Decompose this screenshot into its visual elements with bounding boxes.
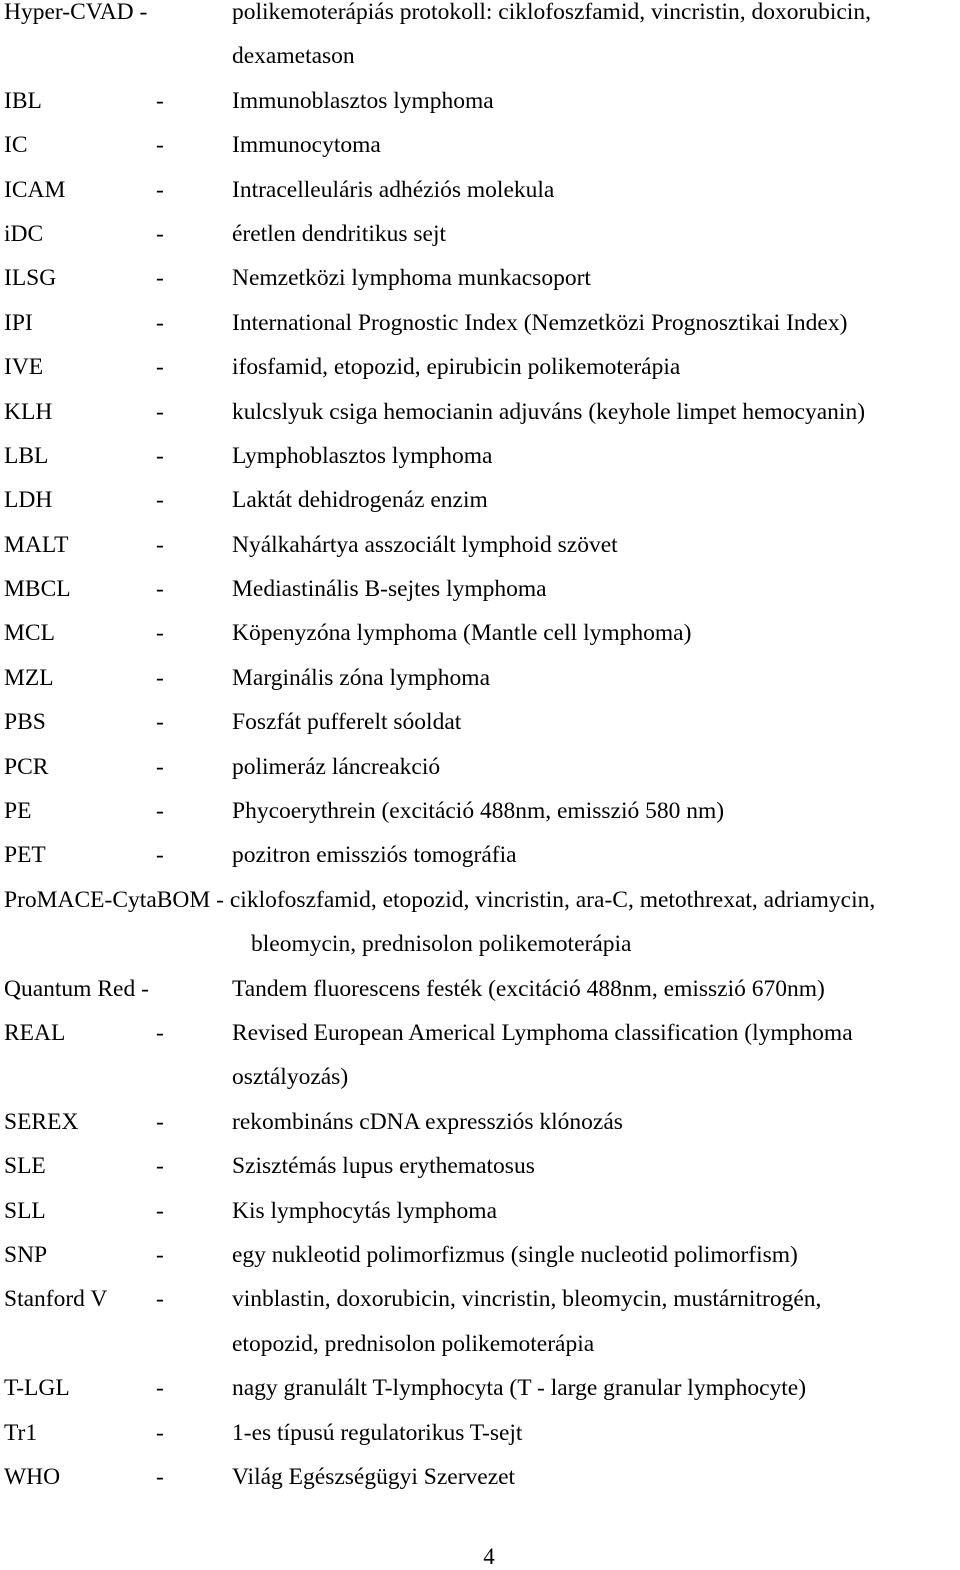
abbreviation-row [4,799,960,843]
abbreviation-definition: Laktát dehidrogenáz enzim [232,487,488,514]
abbreviation-definition: éretlen dendritikus sejt [232,220,447,247]
abbreviation-row [4,266,960,310]
abbreviation-list [4,0,960,1509]
abbreviation-definition: Revised European Americal Lymphoma classification (lymphoma [232,1019,853,1046]
abbreviation-row [4,621,960,665]
abbreviation-term: MBCL [4,576,71,603]
abbreviation-term: IPI [4,309,33,336]
abbreviation-definition: Intracelleuláris adhéziós molekula [232,176,555,203]
abbreviation-definition: Köpenyzóna lymphoma (Mantle cell lymphoma) [232,620,692,647]
abbreviation-term: WHO [4,1463,61,1490]
abbreviation-dash: - [156,753,164,780]
abbreviation-row [4,0,960,44]
abbreviation-definition: Mediastinális B-sejtes lymphoma [232,576,547,603]
abbreviation-row [4,1110,960,1154]
abbreviation-row [4,1376,960,1420]
abbreviation-dash: - [156,798,164,825]
abbreviation-dash: - [156,132,164,159]
abbreviation-row [4,355,960,399]
abbreviation-definition: nagy granulált T-lymphocyta (T - large granular lymphocyte) [232,1375,807,1402]
abbreviation-definition: kulcslyuk csiga hemocianin adjuváns (keyhole limpet hemocyanin) [232,398,866,425]
abbreviation-term: PET [4,842,46,869]
abbreviation-row [4,1332,960,1376]
abbreviation-definition: rekombináns cDNA expressziós klónozás [232,1108,623,1135]
abbreviation-row [4,533,960,577]
abbreviation-row [4,400,960,444]
abbreviation-dash: - [156,265,164,292]
abbreviation-term: Tr1 [4,1419,38,1446]
abbreviation-dash: - [156,309,164,336]
abbreviation-definition: Lymphoblasztos lymphoma [232,442,493,469]
abbreviation-row [4,1199,960,1243]
abbreviation-dash: - [156,220,164,247]
abbreviation-row [4,444,960,488]
abbreviation-definition: polimeráz láncreakció [232,753,441,780]
abbreviation-dash: - [156,398,164,425]
abbreviation-term: T-LGL [4,1375,70,1402]
abbreviation-dash: - [156,442,164,469]
abbreviation-definition: dexametason [232,43,355,70]
abbreviation-term: REAL [4,1019,66,1046]
abbreviation-dash: - [156,487,164,514]
abbreviation-term: PBS [4,709,46,736]
abbreviation-term: LDH [4,487,53,514]
abbreviation-row [4,222,960,266]
abbreviation-dash: - [156,1463,164,1490]
abbreviation-term: IBL [4,87,42,114]
abbreviation-row [4,488,960,532]
abbreviation-term: ProMACE-CytaBOM - ciklofoszfamid, etopozid, vincristin, ara-C, metothrexat, adriamycin, [4,886,876,913]
abbreviation-row [4,932,960,976]
abbreviation-definition: Kis lymphocytás lymphoma [232,1197,498,1224]
abbreviation-definition: International Prognostic Index (Nemzetközi Prognosztikai Index) [232,309,848,336]
abbreviation-definition: ifosfamid, etopozid, epirubicin polikemoterápia [232,354,681,381]
abbreviation-row [4,666,960,710]
page-number: 4 [483,1544,495,1569]
abbreviation-definition: Tandem fluorescens festék (excitáció 488nm, emisszió 670nm) [232,975,825,1002]
abbreviation-dash: - [156,576,164,603]
abbreviation-definition: Phycoerythrein (excitáció 488nm, emisszió 580 nm) [232,798,725,825]
abbreviation-row [4,843,960,887]
abbreviation-row [4,1287,960,1331]
abbreviation-term: Stanford V [4,1286,108,1313]
abbreviation-dash: - [156,620,164,647]
abbreviation-row [4,311,960,355]
abbreviation-dash: - [156,1241,164,1268]
abbreviation-row [4,977,960,1021]
abbreviation-dash: - [156,664,164,691]
abbreviation-dash: - [156,87,164,114]
abbreviation-term: MZL [4,664,54,691]
abbreviation-dash: - [156,354,164,381]
abbreviation-dash: - [156,1108,164,1135]
abbreviation-term: Quantum Red - [4,975,149,1002]
abbreviation-definition: Foszfát pufferelt sóoldat [232,709,462,736]
abbreviation-dash: - [156,176,164,203]
abbreviation-definition: etopozid, prednisolon polikemoterápia [232,1330,595,1357]
abbreviation-row [4,133,960,177]
abbreviation-definition: Immunoblasztos lymphoma [232,87,494,114]
abbreviation-row [4,1154,960,1198]
abbreviation-dash: - [156,842,164,869]
abbreviation-term: MALT [4,531,69,558]
abbreviation-dash: - [156,1197,164,1224]
abbreviation-term: PE [4,798,32,825]
abbreviation-definition: Szisztémás lupus erythematosus [232,1153,535,1180]
abbreviation-definition: polikemoterápiás protokoll: ciklofoszfamid, vincristin, doxorubicin, [232,0,871,25]
abbreviation-term: IC [4,132,28,159]
abbreviation-term: LBL [4,442,49,469]
abbreviation-term: KLH [4,398,53,425]
abbreviation-row [4,1065,960,1109]
abbreviation-definition: egy nukleotid polimorfizmus (single nucleotid polimorfism) [232,1241,798,1268]
abbreviation-term: PCR [4,753,49,780]
abbreviation-term: MCL [4,620,55,647]
abbreviation-term: ICAM [4,176,66,203]
abbreviation-row [4,577,960,621]
abbreviation-term: iDC [4,220,44,247]
abbreviation-term: SNP [4,1241,48,1268]
abbreviation-dash: - [156,709,164,736]
abbreviation-row [4,1421,960,1465]
abbreviation-definition: Nemzetközi lymphoma munkacsoport [232,265,591,292]
abbreviation-definition: Marginális zóna lymphoma [232,664,491,691]
abbreviation-term: SEREX [4,1108,79,1135]
abbreviation-dash: - [156,1153,164,1180]
abbreviation-definition: Nyálkahártya asszociált lymphoid szövet [232,531,618,558]
abbreviation-definition: pozitron emissziós tomográfia [232,842,517,869]
abbreviation-dash: - [156,1286,164,1313]
abbreviation-row [4,1021,960,1065]
abbreviation-definition: Immunocytoma [232,132,381,159]
abbreviation-row [4,1465,960,1509]
abbreviation-definition: Világ Egészségügyi Szervezet [232,1463,516,1490]
abbreviation-row [4,89,960,133]
abbreviation-row [4,1243,960,1287]
abbreviation-term: SLE [4,1153,46,1180]
abbreviation-definition: osztályozás) [232,1064,349,1091]
abbreviation-term: ILSG [4,265,57,292]
abbreviation-dash: - [156,1019,164,1046]
abbreviation-dash: - [156,1375,164,1402]
abbreviation-definition: bleomycin, prednisolon polikemoterápia [251,931,632,958]
abbreviation-term: SLL [4,1197,46,1224]
abbreviation-definition: 1-es típusú regulatorikus T-sejt [232,1419,523,1446]
abbreviation-dash: - [156,1419,164,1446]
abbreviation-row [4,710,960,754]
abbreviation-term: Hyper-CVAD - [4,0,148,25]
abbreviation-row [4,178,960,222]
abbreviation-row [4,888,960,932]
abbreviation-term: IVE [4,354,44,381]
abbreviation-dash: - [156,531,164,558]
abbreviation-row [4,755,960,799]
abbreviation-definition: vinblastin, doxorubicin, vincristin, bleomycin, mustárnitrogén, [232,1286,822,1313]
abbreviation-row [4,44,960,88]
